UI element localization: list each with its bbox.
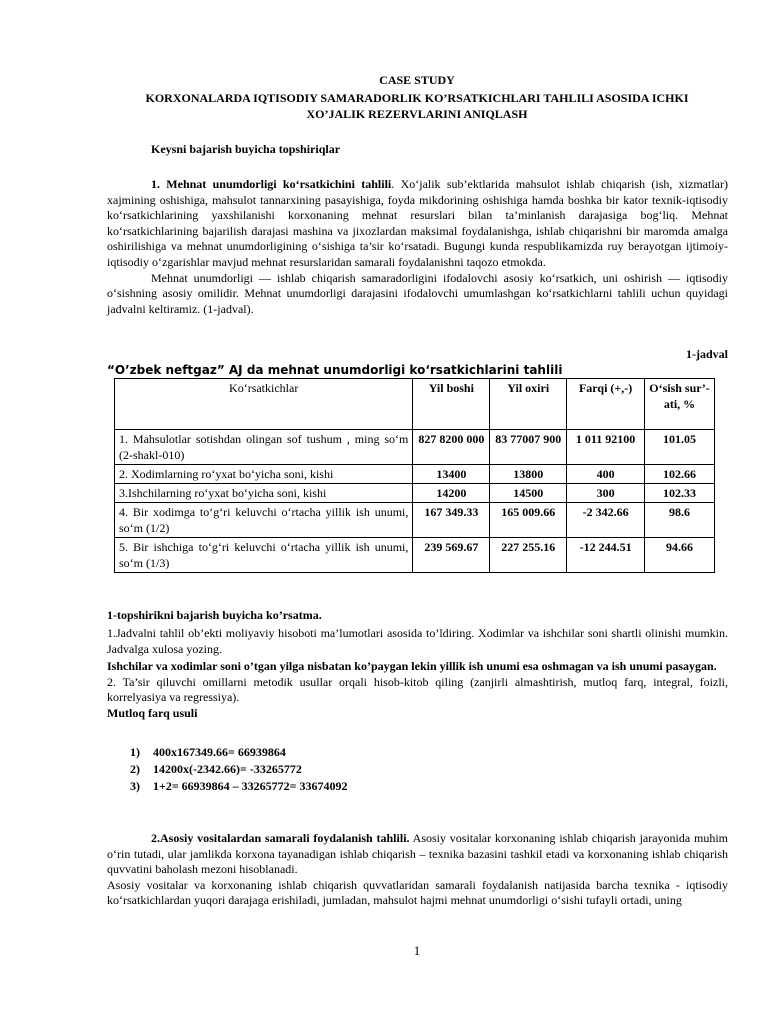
section2-paragraph-2: Asosiy vositalar va korxonaning ishlab chiqarish quvvatlaridan samarali foydalanish natijasida barcha texnika - iqtisodiy ko‘rsatkichlardan yuqori darajaga erishiladi, jumladan, mahsulot hajmi mehnat unumdorligi o‘sishi tufayli ortadi, uning xyxy=(107,877,728,908)
cell-end: 13800 xyxy=(490,465,567,484)
list-item: 1) 400x167349.66= 66939864 xyxy=(130,745,286,759)
table-header-row xyxy=(115,379,715,430)
cell-end: 165 009.66 xyxy=(490,503,567,538)
cell-diff: 400 xyxy=(567,465,645,484)
cell-diff: -12 244.51 xyxy=(567,538,645,573)
guide-paragraph-3: 2. Ta’sir qiluvchi omillarni metodik usullar orqali hisob-kitob qiling (zanjirli almashtirish, mutloq farq, integral, foizli, korrelyasiya va regressiya). xyxy=(107,674,728,705)
row-label: 5. Bir ishchiga to‘g‘ri keluvchi o‘rtacha yillik ish unumi, so‘m (1/3) xyxy=(115,538,413,573)
indicators-table xyxy=(114,378,715,573)
col-header-diff: Farqi (+,-) xyxy=(567,379,645,430)
cell-end: 14500 xyxy=(490,484,567,503)
guide-title: 1-topshirikni bajarish buyicha ko’rsatma. xyxy=(107,608,322,622)
list-item: 3) 1+2= 66939864 – 33265772= 33674092 xyxy=(130,779,348,793)
section2-text: Asosiy vositalar korxonaning ishlab chiqarish jarayonida muhim o‘rin tutadi, ular jamlikda korxona tayanadigan ishlab chiqarish – texnika bazasini tashkil etadi va korxonaning ishlab chiqarish quvvatini baholash mezoni hisoblanadi. xyxy=(107,831,728,877)
calculation-list xyxy=(130,744,348,795)
row-label: 3.Ishchilarning ro‘yxat bo‘yicha soni, kishi xyxy=(115,484,413,503)
col-header-growth: O‘sish sur’-ati, % xyxy=(645,379,715,430)
row-label: 2. Xodimlarning ro‘yxat bo‘yicha soni, kishi xyxy=(115,465,413,484)
cell-end: 83 77007 900 xyxy=(490,430,567,465)
table-row xyxy=(115,465,715,484)
section2-lead: 2.Asosiy vositalardan samarali foydalanish tahlili. xyxy=(151,831,410,845)
method-title: Mutloq farq usuli xyxy=(107,705,198,720)
section2-block xyxy=(107,831,728,909)
doc-title-line-2: KORXONALARDA IQTISODIY SAMARADORLIK KO’RSATKICHLARI TAHLILI ASOSIDA ICHKI xyxy=(145,91,689,105)
doc-title-line-3: XO’JALIK REZERVLARINI ANIQLASH xyxy=(306,107,528,121)
row-label: 4. Bir xodimga to‘g‘ri keluvchi o‘rtacha yillik ish unumi, so‘m (1/2) xyxy=(115,503,413,538)
table-row xyxy=(115,484,715,503)
cell-start: 167 349.33 xyxy=(413,503,490,538)
table-caption: “O’zbek neftgaz” AJ da mehnat unumdorligi ko‘rsatkichlarini tahlili xyxy=(107,363,563,377)
cell-growth: 94.66 xyxy=(645,538,715,573)
section1-lead: 1. Mehnat unumdorligi ko‘rsatkichini tahlili xyxy=(151,177,392,191)
guide-paragraph-1: 1.Jadvalni tahlil ob’ekti moliyaviy hisoboti ma’lumotlari asosida to’ldiring. Xodimlar va ishchilar soni shartli olinishi mumkin. Jadvalga xulosa yozing. xyxy=(107,626,728,656)
cell-diff: 300 xyxy=(567,484,645,503)
section1-paragraph-2: Mehnat unumdorligi — ishlab chiqarish samaradorligini ifodalovchi asosiy ko‘rsatkich, uni oshirish — iqtisodiy o‘sishning asosiy omilidir. Mehnat unumdorligi darajasini ifodalovchi umumlashgan ko‘rsatkichlarni tahlili uchun quyidagi jadvalni keltiramiz. (1-jadval). xyxy=(107,270,728,316)
page-number: 1 xyxy=(413,943,421,958)
section1-text: . Xo‘jalik sub’ektlarida mahsulot ishlab chiqarish (ish, xizmatlar) xajmining oshishiga, mahsulot tannarxining pasayishiga, foyda mikdorining oshishiga hamda boshka bir kator texnik-iqtisodiy ko‘rsatkichlarining yaxshilanishi korxonaning mehnat resurslari bilan ta’minlanish darajasiga bog‘liq. Mehnat ko‘rsatkichlarining bajarilish darajasi mashina va jixozlardan maksimal foydalanishga, ishlab chiqarishni bir maromda amalga oshirilishiga va mehnat unumdorligining o‘sishiga ta’sir ko‘rsatadi. Bugungi kunda respublikamizda ruy berayotgan ijtimoiy-iqtisodiy o‘zgarishlar mavjud mehnat resurslaridan samarali foydalanishni taqozo etmokda. xyxy=(107,177,728,269)
cell-start: 239 569.67 xyxy=(413,538,490,573)
guide-conclusion: Ishchilar va xodimlar soni o’tgan yilga nisbatan ko’paygan lekin yillik ish unumi esa oshmagan va ish unumi pasaygan. xyxy=(107,659,717,674)
table-row xyxy=(115,430,715,465)
table-label: 1-jadval xyxy=(686,347,728,361)
doc-title-case-study: CASE STUDY xyxy=(379,73,455,87)
table-row xyxy=(115,503,715,538)
cell-growth: 102.66 xyxy=(645,465,715,484)
tasks-subheading: Keysni bajarish buyicha topshiriqlar xyxy=(151,142,341,156)
guide-block xyxy=(107,626,728,722)
cell-growth: 101.05 xyxy=(645,430,715,465)
table-row xyxy=(115,538,715,573)
cell-start: 827 8200 000 xyxy=(413,430,490,465)
cell-end: 227 255.16 xyxy=(490,538,567,573)
cell-diff: -2 342.66 xyxy=(567,503,645,538)
list-item: 2) 14200x(-2342.66)= -33265772 xyxy=(130,762,302,776)
section1-paragraph-1 xyxy=(107,177,728,317)
cell-start: 14200 xyxy=(413,484,490,503)
col-header-end: Yil oxiri xyxy=(490,379,567,430)
cell-growth: 102.33 xyxy=(645,484,715,503)
row-label: 1. Mahsulotlar sotishdan olingan sof tushum , ming so‘m (2-shakl-010) xyxy=(115,430,413,465)
col-header-start: Yil boshi xyxy=(413,379,490,430)
cell-diff: 1 011 92100 xyxy=(567,430,645,465)
cell-growth: 98.6 xyxy=(645,503,715,538)
cell-start: 13400 xyxy=(413,465,490,484)
col-header-indicators: Ko‘rsatkichlar xyxy=(115,379,413,430)
